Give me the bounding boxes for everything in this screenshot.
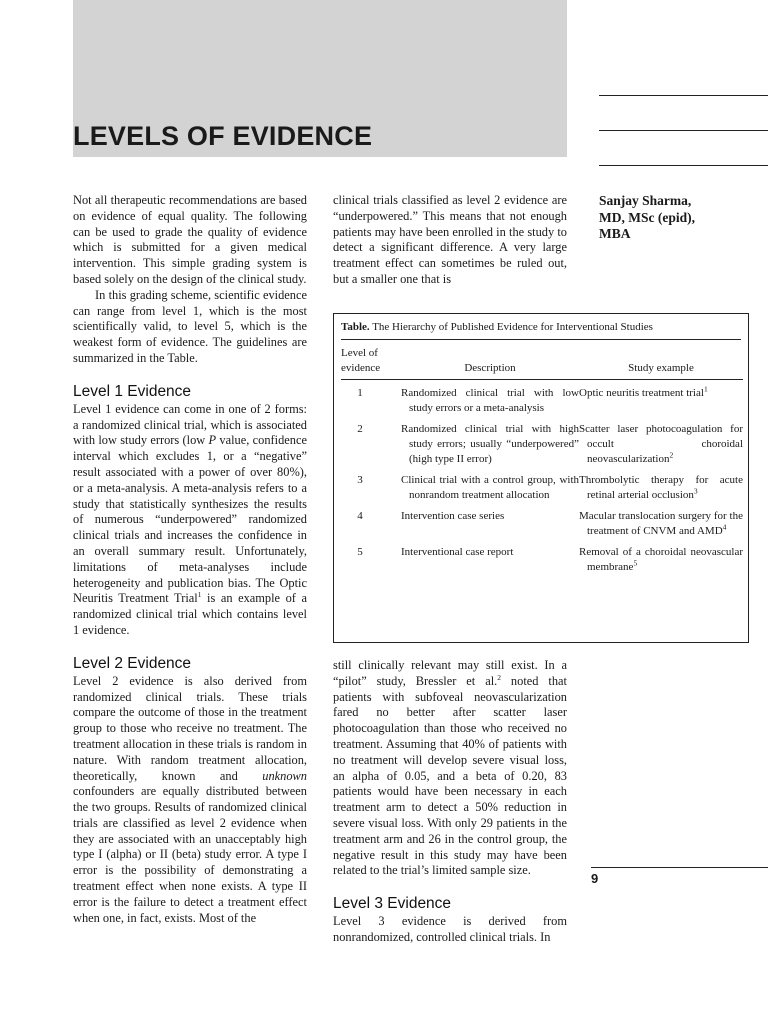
cell-level: 1 [357,387,363,399]
column-right-bottom [333,658,567,946]
body-paragraph: still clinically relevant may still exist. In a “pilot” study, Bressler et al.$^2$ noted that patients with subfoveal neovascularization fared no better after scatter laser photocoagulation than those who received no treatment. Assuming that 40% of patients with no treatment will develop severe visual loss, an alpha of 0.05, and a beta of 0.20, 83 patients would have been necessary in each treatment arm to detect a 50% reduction in severe visual loss. With only 29 patients in the treatment arm and 26 in the control group, the negative result in this study may have been related to the trial’s limited sample size. [333,658,567,878]
table-row [341,503,743,539]
reference-marker: 5 [633,558,638,568]
table-row [341,467,743,503]
header-rule [599,130,768,131]
cell-example: Scatter laser photocoagulation for occult choroidal neovascularization$^2$ [579,423,743,465]
table-header-row [341,340,743,380]
page-number-rule [591,867,768,868]
author-name: Sanjay Sharma, [599,193,692,208]
intro-paragraph: In this grading scheme, scientific evidence can range from level 1, which is the most scientifically valid, to level 5, which is the weakest form of evidence. The guidelines are summarized in the Table. [73,287,307,365]
page-number: 9 [591,871,599,886]
cell-example: Optic neuritis treatment trial$^1$ [579,384,708,399]
column-right-top [333,193,567,288]
cell-example: Thrombolytic therapy for acute retinal arterial occlusion$^3$ [579,474,743,501]
reference-marker: 1 [197,590,202,600]
author-degrees: MBA [599,226,631,241]
evidence-table-grid [341,340,743,575]
header-rule [599,95,768,96]
cell-example: Macular translocation surgery for the treatment of CNVM and AMD$^4$ [579,510,743,537]
table-caption: Table. The Hierarchy of Published Evidence for Interventional Studies [341,320,741,340]
level3-heading: Level 3 Evidence [333,895,452,913]
reference-marker: 1 [703,384,708,394]
cell-description: Randomized clinical trial with low study errors or a meta-analysis [401,387,579,414]
table-row [341,539,743,575]
reference-marker: 2 [669,450,674,460]
level1-heading: Level 1 Evidence [73,382,192,400]
column-header-level: Level of evidence [341,340,401,380]
author-degrees: MD, MSc (epid), [599,209,695,225]
table-row [341,380,743,417]
author-block [599,193,759,243]
reference-marker: 3 [693,486,698,496]
body-paragraph: clinical trials classified as level 2 evidence are “underpowered.” This means that not enough patients may have been enrolled in the study to detect a significant difference. A very large treatment effect can sometimes be ruled out, but a smaller one that is [333,193,567,286]
cell-description: Randomized clinical trial with high study errors; usually “underpowered” (high type II error) [401,423,579,465]
intro-paragraph: Not all therapeutic recommendations are based on evidence of equal quality. The following can be used to grade the quality of evidence which is submitted for a given medical intervention. This simple grading system is based solely on the design of the clinical study. [73,193,307,286]
evidence-table [333,313,749,643]
cell-example: Removal of a choroidal neovascular membrane$^5$ [579,546,743,573]
cell-description: Intervention case series [401,510,505,522]
level2-paragraph: Level 2 evidence is also derived from randomized clinical trials. These trials compare the outcome of those in the treatment group to those who receive no treatment. The treatment allocation in these trials is random in nature. With random treatment allocation, theoretically, known and unknown confounders are equally distributed between the two groups. Results of randomized clinical trials are classified as level 2 evidence when they are associated with an unacceptably high type I (alpha) or II (beta) study error. A type I error is the possibility of demonstrating a treatment effect when none exists. A type II error is the failure to detect a treatment effect when one, in fact, exists. Most of the [73,673,307,925]
cell-level: 4 [357,510,363,522]
column-header-example: Study example [579,340,743,380]
level3-paragraph: Level 3 evidence is derived from nonrandomized, controlled clinical trials. In [333,914,567,944]
cell-level: 3 [357,474,363,486]
level1-paragraph: Level 1 evidence can come in one of 2 forms: a randomized clinical trial, which is associated with low study errors (low P value, confidence interval which excludes 1, or a “negative” result associated with a power of over 80%), or a meta-analysis. A meta-analysis refers to a study that statistically synthesizes the results of numerous “underpowered” randomized clinical trials and increases the confidence in an overall summary result. Unfortunately, limitations of meta-analyses include heterogeneity and publication bias. The Optic Neuritis Treatment Trial$^1$ is an example of a randomized clinical trial which contains level 1 evidence. [73,401,307,637]
cell-level: 5 [357,546,363,558]
column-header-description: Description [401,340,579,380]
reference-marker: 4 [722,522,727,532]
cell-description: Interventional case report [401,546,514,558]
cell-level: 2 [357,423,363,435]
table-row [341,416,743,467]
header-rule [599,165,768,166]
level2-heading: Level 2 Evidence [73,654,192,672]
cell-description: Clinical trial with a control group, with nonrandom treatment allocation [401,474,579,501]
column-left [73,193,307,926]
reference-marker: 2 [497,672,501,682]
page-title: LEVELS OF EVIDENCE [73,121,373,151]
